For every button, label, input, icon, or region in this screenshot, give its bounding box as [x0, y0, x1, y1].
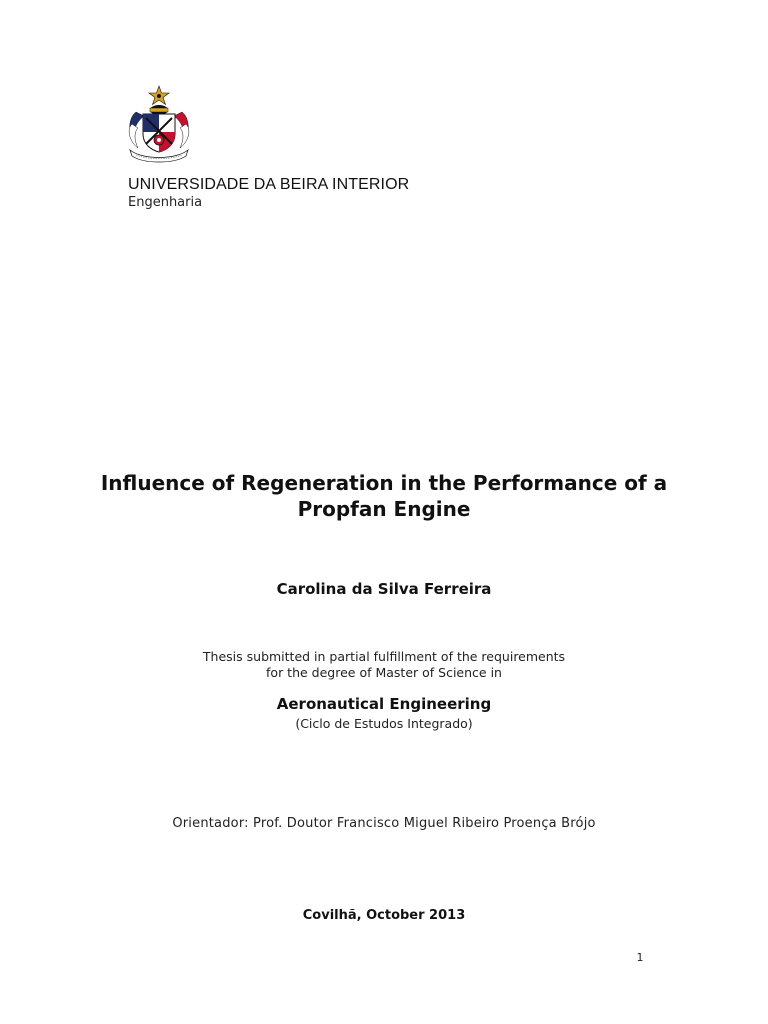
- place-and-date: Covilhã, October 2013: [302, 908, 466, 923]
- thesis-title-line1: Influence of Regeneration in the Performance of a: [100, 471, 668, 495]
- university-name: UNIVERSIDADE DA BEIRA INTERIOR: [128, 176, 410, 193]
- thesis-statement-line1: Thesis submitted in partial fulfillment of the requirements: [202, 649, 566, 664]
- thesis-statement: [84, 649, 684, 681]
- author-name: Carolina da Silva Ferreira: [276, 580, 492, 598]
- faculty-name: Engenharia: [128, 195, 203, 210]
- advisor: Orientador: Prof. Doutor Francisco Miguel Ribeiro Proença Brójo: [172, 816, 596, 831]
- thesis-statement-line2: for the degree of Master of Science in: [266, 665, 502, 680]
- thesis-title: [84, 470, 684, 522]
- thesis-title-line2: Propfan Engine: [297, 497, 471, 521]
- page-number: 1: [636, 951, 644, 964]
- university-crest-icon: [124, 84, 194, 164]
- study-cycle: (Ciclo de Estudos Integrado): [295, 716, 473, 731]
- degree-name: Aeronautical Engineering: [276, 695, 492, 713]
